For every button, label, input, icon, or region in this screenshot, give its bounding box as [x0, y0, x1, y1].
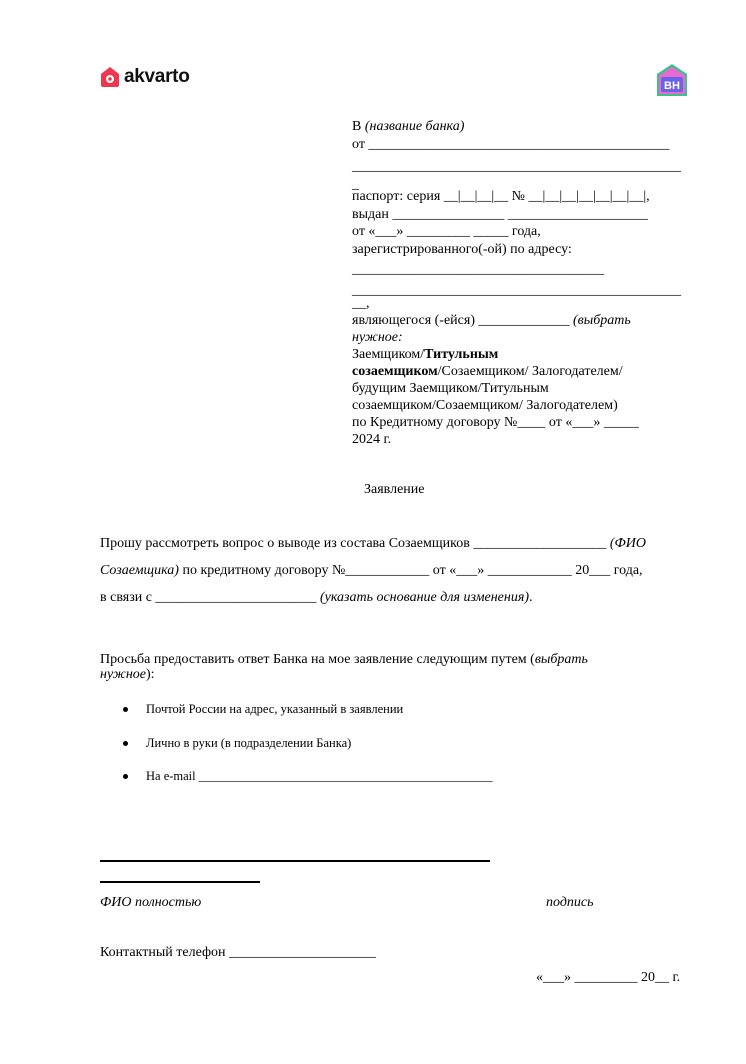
body-line-2: Созаемщика) по кредитному договору №____________ от «___» ____________ 20___ года,	[100, 563, 643, 578]
logo-text: akvarto	[124, 66, 190, 87]
contract-line: по Кредитному договору №____ от «___» _____	[352, 415, 639, 430]
bullet-icon	[123, 774, 128, 779]
blank-short: _	[352, 177, 359, 192]
body-line-3: в связи с _______________________ (указать основание для изменения).	[100, 590, 533, 605]
date-line: от «___» _________ _____ года,	[352, 224, 541, 239]
house-pin-icon	[100, 66, 120, 88]
bullet-icon	[123, 741, 128, 746]
request-line-2: нужное):	[100, 667, 155, 682]
signature-rule	[100, 860, 490, 862]
signature-label: подпись	[546, 895, 594, 910]
option-in-person: Лично в руки (в подразделении Банка)	[146, 736, 352, 750]
role-line-4: созаемщиком/Созаемщиком/ Залогодателем)	[352, 398, 618, 413]
bh-badge-icon	[656, 63, 688, 97]
body-line-1: Прошу рассмотреть вопрос о выводе из состава Созаемщиков ___________________ (ФИО	[100, 536, 646, 551]
year-line: 2024 г.	[352, 432, 392, 447]
address-line-2: _______________________________________________	[352, 283, 681, 298]
option-post: Почтой России на адрес, указанный в заявлении	[146, 702, 404, 716]
being-line: являющегося (-ейся) _____________ (выбрать	[352, 313, 631, 328]
signature-date-line: «___» _________ 20__ г.	[536, 970, 681, 985]
blank-line: _______________________________________________	[352, 159, 681, 174]
passport-line: паспорт: серия __|__|__|__ № __|__|__|__|__|__|__|,	[352, 189, 650, 204]
issued-line: выдан ________________ ____________________	[352, 207, 648, 222]
registered-line: зарегистрированного(-ой) по адресу:	[352, 242, 572, 257]
from-line: от ___________________________________________	[352, 137, 670, 152]
akvarto-logo	[100, 66, 190, 88]
role-line-3: будущим Заемщиком/Титульным	[352, 381, 549, 396]
contact-phone-line: Контактный телефон _____________________	[100, 945, 377, 960]
being-hint-line: нужное:	[352, 330, 403, 345]
request-line-1: Просьба предоставить ответ Банка на мое заявление следующим путем (выбрать	[100, 652, 588, 667]
bullet-icon	[123, 707, 128, 712]
to-bank-line: В (название банка)	[352, 119, 465, 134]
role-line-1: Заемщиком/Титульным	[352, 347, 499, 362]
full-name-label: ФИО полностью	[100, 895, 202, 910]
document-title: Заявление	[364, 482, 425, 497]
address-line-1: ____________________________________	[352, 262, 604, 277]
badge-text: BH	[664, 80, 680, 92]
address-line-3: __,	[352, 296, 370, 311]
option-email: На e-mail _______________________________________________	[146, 769, 493, 783]
signature-rule-short	[100, 881, 260, 883]
role-line-2: созаемщиком/Созаемщиком/ Залогодателем/	[352, 364, 623, 379]
